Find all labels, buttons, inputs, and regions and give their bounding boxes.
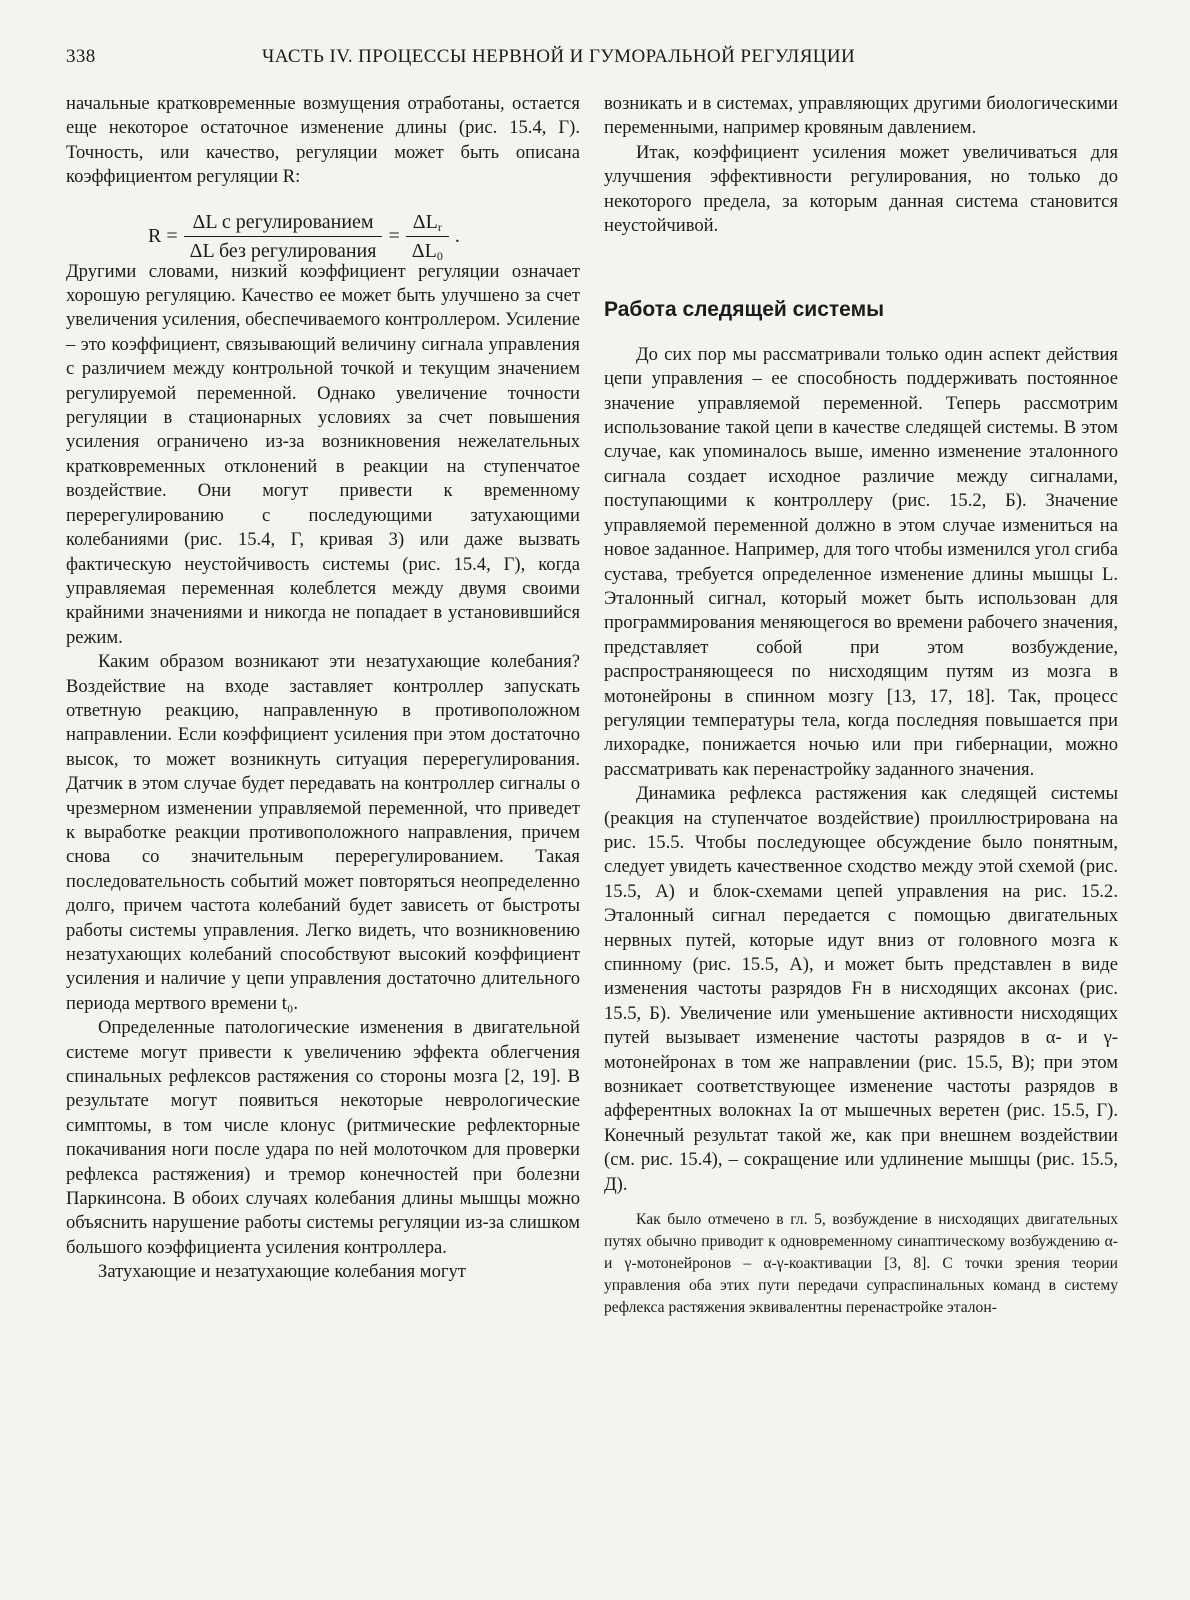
formula-equals: = [388, 225, 400, 248]
formula-numerator-2 [406, 210, 449, 237]
right-paragraph-4: Динамика рефлекса растяжения как следящей системы (реакция на ступенчатое воздействие) проиллюстрирована на рис. 15.5. Чтобы последующее обсуждение было понятным, следует увидеть качественное сходство между этой схемой (рис. 15.5, А) и блок-схемами цепей управления на рис. 15.2. Эталонный сигнал передается с помощью двигательных нервных путей, которые идут вниз от головного мозга к спинному (рис. 15.5, А), и может быть представлен в виде изменения частоты разрядов Fн в нисходящих аксонах (рис. 15.5, Б). Увеличение или уменьшение активности нисходящих путей вызывает изменение частоты разрядов в α- и γ-мотонейронах в том же направлении (рис. 15.5, В); при этом возникает соответствующее изменение частоты разрядов в афферентных волокнах Ia от мышечных веретен (рис. 15.5, Г). Конечный результат такой же, как при внешнем воздействии (см. рис. 15.4), – сокращение или удлинение мышцы (рис. 15.5, Д). [604, 783, 1118, 1195]
left-column [66, 92, 580, 1285]
right-paragraph-3: До сих пор мы рассматривали только один аспект действия цепи управления – ее способность поддерживать постоянное значение управляемой переменной. Теперь рассмотрим использование такой цепи в качестве следящей системы. В этом случае, как упоминалось выше, именно изменение эталонного сигнала создает исходное различие между сигналами, поступающими к контроллеру (рис. 15.2, Б). Значение управляемой переменной должно в этом случае измениться на новое заданное. Например, для того чтобы изменился угол сгиба сустава, требуется определенное изменение длины мышцы L. Эталонный сигнал, который может быть использован для программирования меняющегося во времени рабочего значения, представляет собой при этом возбуждение, распространяющееся по нисходящим путям из мозга в мотонейроны в спинном мозгу [13, 17, 18]. Так, процесс регуляции температуры тела, когда последняя повышается при лихорадке, понижается ночью или при гибернации, можно рассматривать как перенастройку заданного значения. [604, 343, 1118, 780]
small-print-note: Как было отмечено в гл. 5, возбуждение в нисходящих двигательных путях обычно приводит к одновременному синаптическому возбуждению α- и γ-мотонейронов – α-γ-коактивации [3, 8]. С точки зрения теории управления оба этих пути передачи супраспинальных команд в систему рефлекса растяжения эквивалентны перенастройке эталон- [604, 1211, 1118, 1317]
formula-fraction-2 [406, 210, 449, 264]
formula-denominator-1: ΔL без регулирования [189, 240, 377, 263]
right-column [604, 92, 1118, 1319]
formula-numerator-2-base: ΔL [412, 210, 438, 233]
section-heading: Работа следящей системы [604, 298, 885, 322]
page-header [66, 44, 924, 76]
right-paragraph-1: возникать и в системах, управляющих другими биологическими переменными, например кровяным давлением. [604, 93, 1118, 139]
formula-fraction-1 [184, 210, 383, 264]
left-paragraph-1: начальные кратковременные возмущения отработаны, остается еще некоторое остаточное изменение длины (рис. 15.4, Г). Точность, или качество, регуляции может быть описана коэффициентом регуляции R: [66, 93, 580, 188]
formula-lhs: R = [148, 225, 178, 248]
formula-denominator-2-base: ΔL [411, 240, 437, 263]
formula-numerator-2-sub: r [437, 219, 442, 234]
left-paragraph-5: Затухающие и незатухающие колебания могут [98, 1261, 466, 1283]
left-paragraph-3: Каким образом возникают эти незатухающие колебания? Воздействие на входе заставляет контроллер запускать ответную реакцию, направленную в противоположном направлении. Если коэффициент усиления при этом достаточно высок, то может возникнуть ситуация перерегулирования. Датчик в этом случае будет передавать на контроллер сигналы о чрезмерном изменении управляемой переменной, что приведет к выработке реакции противоположного направления, причем снова со значительным перерегулированием. Такая последовательность событий может повторяться неопределенно долго, причем частота колебаний будет зависеть от быстроты работы системы управления. Легко видеть, что возникновению незатухающих колебаний способствуют высокий коэффициент усиления и наличие у цепи управления достаточно длительного периода мертвого времени t₀. [66, 651, 580, 1014]
formula-denominator-2 [406, 237, 449, 263]
regulation-coefficient-formula [66, 194, 580, 264]
formula-numerator-1: ΔL с регулированием [184, 210, 383, 237]
formula-end: . [454, 225, 460, 248]
left-paragraph-2: Другими словами, низкий коэффициент регуляции означает хорошую регуляцию. Качество ее может быть улучшено за счет увеличения усиления, обеспечиваемого контроллером. Усиление – это коэффициент, связывающий величину сигнала управления с различием между контрольной точкой и текущим значением регулируемой переменной. Однако увеличение точности регуляции в стационарных условиях за счет повышения усиления ограничено из-за возникновения нежелательных кратковременных отклонений в реакции на ступенчатое воздействие. Они могут привести к временному перерегулированию с последующими затухающими колебаниями (рис. 15.4, Г, кривая 3) или даже вызвать фактическую неустойчивость системы (рис. 15.4, Г), когда управляемая переменная колеблется между двумя своими крайними значениями и никогда не попадает в установившийся режим. [66, 260, 580, 648]
running-title: ЧАСТЬ IV. ПРОЦЕССЫ НЕРВНОЙ И ГУМОРАЛЬНОЙ РЕГУЛЯЦИИ [262, 46, 856, 67]
right-paragraph-2: Итак, коэффициент усиления может увеличиваться для улучшения эффективности регулирования, но только до некоторого предела, за которым данная система становится неустойчивой. [604, 141, 1118, 237]
left-paragraph-4: Определенные патологические изменения в двигательной системе могут привести к увеличению эффекта облегчения спинальных рефлексов растяжения со стороны мозга [2, 19]. В результате могут появиться некоторые неврологические симптомы, в том числе клонус (ритмические рефлекторные покачивания ноги после удара по ней молоточком для проверки рефлекса растяжения) и тремор конечностей при болезни Паркинсона. В обоих случаях колебания длины мышцы можно объяснить нарушение работы системы регуляции из-за слишком большого коэффициента усиления контроллера. [66, 1017, 580, 1258]
page-number: 338 [66, 46, 96, 67]
formula-denominator-2-sub: 0 [436, 249, 443, 264]
